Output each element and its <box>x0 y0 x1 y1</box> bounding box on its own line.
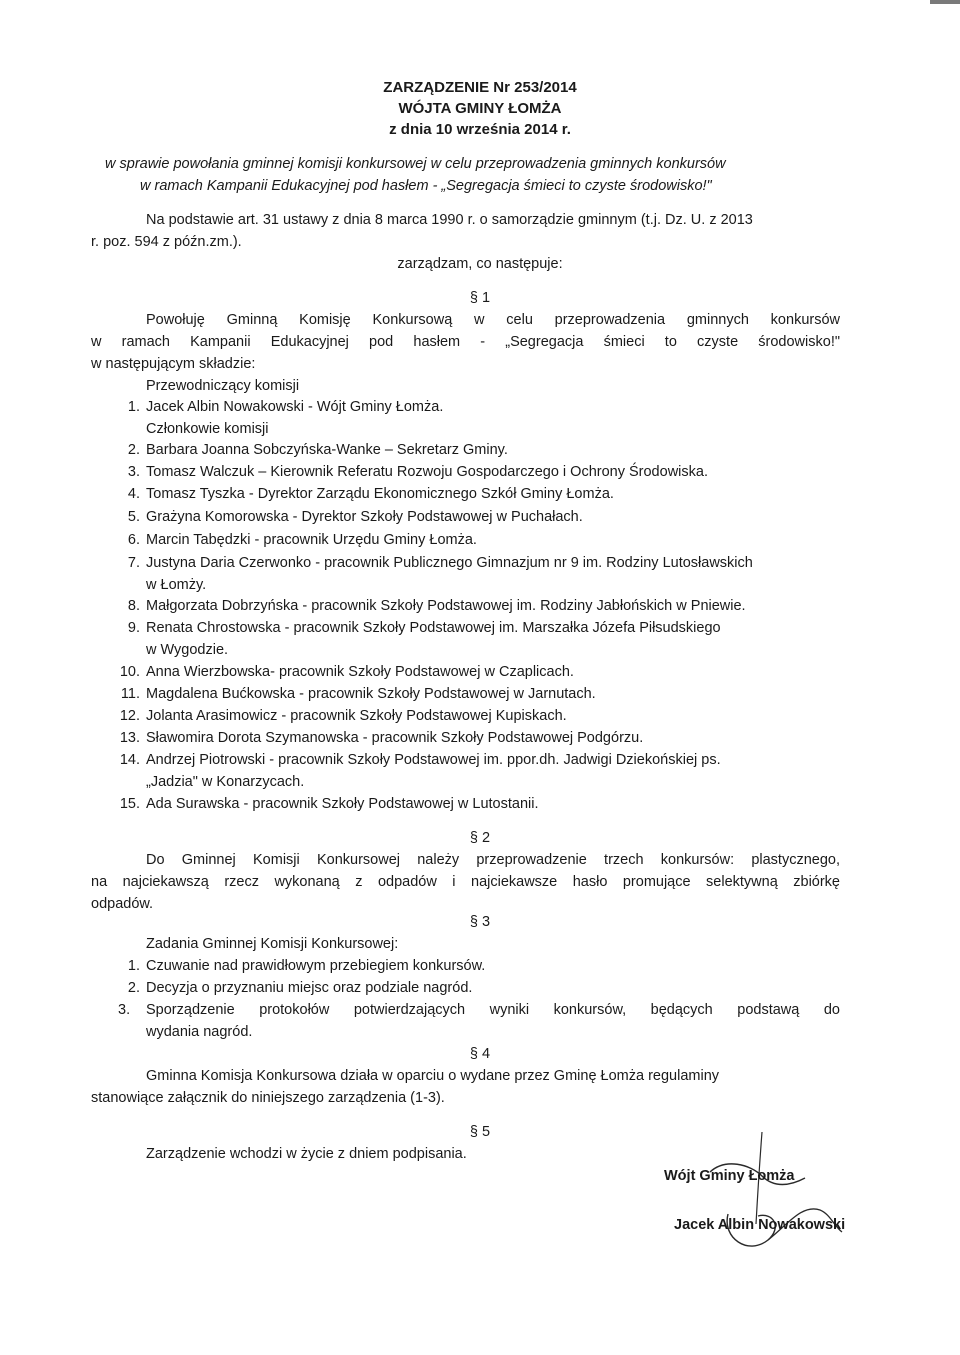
issuing-authority: WÓJTA GMINY ŁOMŻA <box>398 100 562 117</box>
member-item: 6. Marcin Tabędzki - pracownik Urzędu Gminy Łomża. <box>127 532 477 548</box>
member-item: 9. Renata Chrostowska - pracownik Szkoły Podstawowej im. Marszałka Józefa Piłsudskiego <box>127 620 721 636</box>
member-item: 4. Tomasz Tyszka - Dyrektor Zarządu Ekonomicznego Szkół Gminy Łomża. <box>127 486 614 502</box>
member-item: 1. Jacek Albin Nowakowski - Wójt Gminy Łomża. <box>127 399 444 415</box>
member-item: 15. Ada Surawska - pracownik Szkoły Podstawowej w Lutostanii. <box>119 796 539 812</box>
scan-edge-mark <box>930 0 960 4</box>
section-5-text: Zarządzenie wchodzi w życie z dniem podpisania. <box>146 1146 467 1162</box>
task-item-continuation: wydania nagród. <box>146 1024 253 1040</box>
section-1-intro-line-2: w ramach Kampanii Edukacyjnej pod hasłem - „Segregacja śmieci to czyste środowisko!" <box>91 334 840 350</box>
signature-title: Wójt Gminy Łomża <box>664 1168 795 1184</box>
subject-line-2: w ramach Kampanii Edukacyjnej pod hasłem - „Segregacja śmieci to czyste środowisko!" <box>140 178 712 194</box>
section-1-heading: § 1 <box>469 290 491 306</box>
member-item: 8. Małgorzata Dobrzyńska - pracownik Szkoły Podstawowej im. Rodziny Jabłońskich w Pniewie. <box>127 598 746 614</box>
member-item: 13. Sławomira Dorota Szymanowska - pracownik Szkoły Podstawowej Podgórzu. <box>119 730 644 746</box>
member-item: 2. Barbara Joanna Sobczyńska-Wanke – Sekretarz Gminy. <box>127 442 508 458</box>
member-item: 10. Anna Wierzbowska- pracownik Szkoły Podstawowej w Czaplicach. <box>119 664 574 680</box>
section-4-line-2: stanowiące załącznik do niniejszego zarządzenia (1-3). <box>91 1090 445 1106</box>
member-item: 5. Grażyna Komorowska - Dyrektor Szkoły Podstawowej w Puchałach. <box>127 509 583 525</box>
member-item-continuation: „Jadzia" w Konarzycach. <box>146 774 305 790</box>
handwritten-signature <box>670 1128 860 1268</box>
member-item: 12. Jolanta Arasimowicz - pracownik Szkoły Podstawowej Kupiskach. <box>119 708 567 724</box>
document-date: z dnia 10 września 2014 r. <box>389 121 571 138</box>
section-2-line-3: odpadów. <box>91 896 154 912</box>
section-2-line-1: Do Gminnej Komisji Konkursowej należy przeprowadzenie trzech konkursów: plastycznego, <box>146 852 840 868</box>
subject-line-1: w sprawie powołania gminnej komisji konkursowej w celu przeprowadzenia gminnych konkursów <box>105 156 726 172</box>
decree-phrase: zarządzam, co następuje: <box>397 256 563 272</box>
member-item: 11. Magdalena Bućkowska - pracownik Szkoły Podstawowej w Jarnutach. <box>120 686 596 702</box>
section-3-intro: Zadania Gminnej Komisji Konkursowej: <box>146 936 399 952</box>
signature-name: Jacek Albin Nowakowski <box>674 1217 846 1233</box>
member-item: 14. Andrzej Piotrowski - pracownik Szkoły Podstawowej im. ppor.dh. Jadwigi Dziekońskiej ps. <box>119 752 721 768</box>
section-2-line-2: na najciekawszą rzecz wykonaną z odpadów i najciekawsze hasło promujące selektywną zbiórkę <box>91 874 840 890</box>
section-1-intro-line-3: w następującym składzie: <box>91 356 256 372</box>
task-item: 2. Decyzja o przyznaniu miejsc oraz podziale nagród. <box>127 980 473 996</box>
legal-basis-line-1: Na podstawie art. 31 ustawy z dnia 8 marca 1990 r. o samorządzie gminnym (t.j. Dz. U. z 2013 <box>146 212 753 228</box>
section-1-intro-line-1: Powołuję Gminną Komisję Konkursową w celu przeprowadzenia gminnych konkursów <box>146 312 840 328</box>
member-item-continuation: w Łomży. <box>146 577 207 593</box>
section-4-heading: § 4 <box>469 1046 491 1062</box>
section-3-heading: § 3 <box>469 914 491 930</box>
task-item: 1. Czuwanie nad prawidłowym przebiegiem konkursów. <box>127 958 486 974</box>
members-label: Członkowie komisji <box>146 421 269 437</box>
section-2-heading: § 2 <box>469 830 491 846</box>
section-5-heading: § 5 <box>469 1124 491 1140</box>
member-item: 7. Justyna Daria Czerwonko - pracownik Publicznego Gimnazjum nr 9 im. Rodziny Lutosławskich <box>127 555 753 571</box>
section-4-line-1: Gminna Komisja Konkursowa działa w oparciu o wydane przez Gminę Łomża regulaminy <box>146 1068 720 1084</box>
chair-label: Przewodniczący komisji <box>146 378 300 394</box>
document-title: ZARZĄDZENIE Nr 253/2014 <box>383 79 577 96</box>
member-item-continuation: w Wygodzie. <box>146 642 229 658</box>
legal-basis-line-2: r. poz. 594 z późn.zm.). <box>91 234 242 250</box>
member-item: 3. Tomasz Walczuk – Kierownik Referatu Rozwoju Gospodarczego i Ochrony Środowiska. <box>127 464 708 480</box>
task-item: 3. Sporządzenie protokołów potwierdzających wyniki konkursów, będących podstawą do <box>118 1002 840 1018</box>
